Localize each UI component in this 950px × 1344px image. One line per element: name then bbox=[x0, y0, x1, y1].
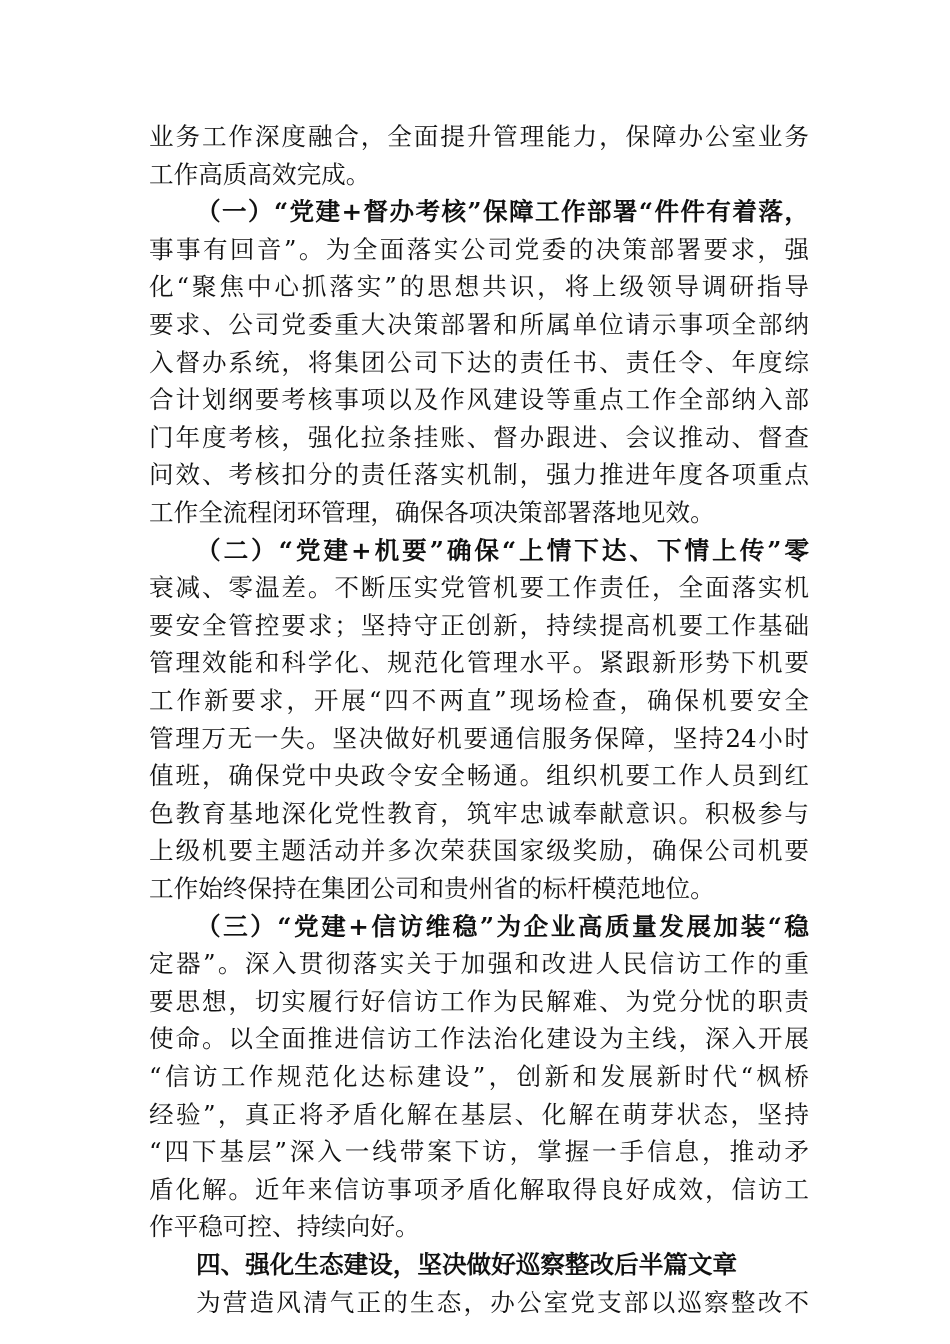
subsection-title-3: （三）“党建+信访维稳”为企业高质量发展加装“稳 bbox=[196, 911, 809, 941]
subsection-title-2: （二）“党建+机要”确保“上情下达、下情上传”零 bbox=[196, 535, 809, 565]
paragraph-line: “信访工作规范化达标建设”，创新和发展新时代“枫桥 bbox=[149, 1062, 809, 1091]
paragraph-line: “四下基层”深入一线带案下访，掌握一手信息，推动矛 bbox=[149, 1137, 809, 1167]
paragraph-line: 使命。以全面推进信访工作法治化建设为主线，深入开展 bbox=[149, 1024, 809, 1054]
paragraph-line: 入督办系统，将集团公司下达的责任书、责任令、年度综 bbox=[149, 347, 809, 377]
paragraph-line: 经验”，真正将矛盾化解在基层、化解在萌芽状态，坚持 bbox=[149, 1099, 809, 1129]
paragraph-line: 合计划纲要考核事项以及作风建设等重点工作全部纳入部 bbox=[149, 385, 809, 415]
paragraph-line: 管理效能和科学化、规范化管理水平。紧跟新形势下机要 bbox=[149, 648, 809, 678]
paragraph-line: 管理万无一失。坚决做好机要通信服务保障，坚持24小时 bbox=[149, 723, 809, 753]
paragraph-line: 要思想，切实履行好信访工作为民解难、为党分忧的职责 bbox=[149, 986, 809, 1016]
paragraph-line: 盾化解。近年来信访事项矛盾化解取得良好成效，信访工 bbox=[149, 1174, 809, 1204]
paragraph-line: 工作始终保持在集团公司和贵州省的标杆模范地位。 bbox=[149, 874, 715, 903]
paragraph-line: 上级机要主题活动并多次荣获国家级奖励，确保公司机要 bbox=[149, 836, 809, 866]
paragraph-line: 要求、公司党委重大决策部署和所属单位请示事项全部纳 bbox=[149, 310, 809, 339]
paragraph-line: 定器”。深入贯彻落实关于加强和改进人民信访工作的重 bbox=[149, 949, 809, 979]
paragraph-line: 门年度考核，强化拉条挂账、督办跟进、会议推动、督查 bbox=[149, 422, 809, 452]
paragraph-line: 为营造风清气正的生态，办公室党支部以巡察整改不 bbox=[196, 1287, 809, 1317]
paragraph-line: 衰减、零温差。不断压实党管机要工作责任，全面落实机 bbox=[149, 573, 809, 603]
paragraph-line: 值班，确保党中央政令安全畅通。组织机要工作人员到红 bbox=[149, 761, 809, 791]
paragraph-line: 色教育基地深化党性教育，筑牢忠诚奉献意识。积极参与 bbox=[149, 798, 809, 828]
subsection-title-1: （一）“党建+督办考核”保障工作部署“件件有着落， bbox=[196, 197, 809, 227]
paragraph-line: 化“聚焦中心抓落实”的思想共识，将上级领导调研指导 bbox=[149, 272, 809, 302]
paragraph-line: 工作新要求，开展“四不两直”现场检查，确保机要安全 bbox=[149, 686, 809, 715]
paragraph-line: 作平稳可控、持续向好。 bbox=[149, 1212, 420, 1242]
paragraph-line: 要安全管控要求；坚持守正创新，持续提高机要工作基础 bbox=[149, 610, 809, 640]
paragraph-line: 业务工作深度融合，全面提升管理能力，保障办公室业务 bbox=[149, 122, 809, 151]
paragraph-line: 工作全流程闭环管理，确保各项决策部署落地见效。 bbox=[149, 498, 715, 527]
paragraph-line: 工作高质高效完成。 bbox=[149, 159, 371, 189]
section-heading: 四、强化生态建设，坚决做好巡察整改后半篇文章 bbox=[196, 1250, 738, 1279]
paragraph-line: 事事有回音”。为全面落实公司党委的决策部署要求，强 bbox=[149, 234, 809, 264]
paragraph-line: 问效、考核扣分的责任落实机制，强力推进年度各项重点 bbox=[149, 460, 809, 490]
